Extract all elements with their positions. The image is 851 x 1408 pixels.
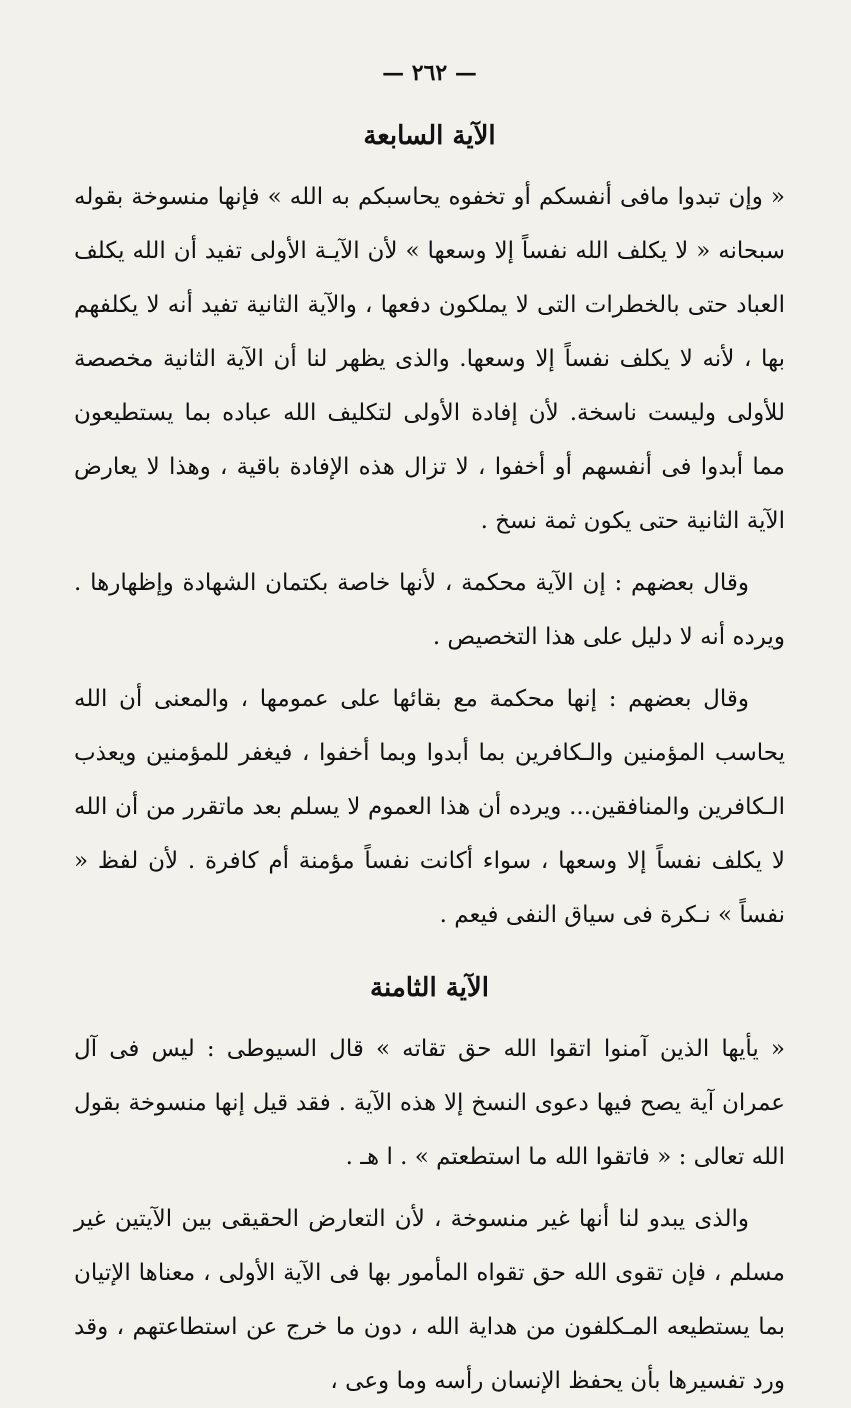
paragraph-seventh-verse-main: « وإن تبدوا مافى أنفسكم أو تخفوه يحاسبكم به الله » فإنها منسوخة بقوله سبحانه « لا يكلف الله نفساً إلا وسعها » لأن الآيـة الأولى تفيد أن الله يكلف العباد حتى بالخطرات التى لا يملكون دفعها ، والآية الثانية تفيد أنه لا يكلفهم بها ، لأنه لا يكلف نفساً إلا وسعها. والذى يظهر لنا أن الآية الثانية مخصصة للأولى وليست ناسخة. لأن إفادة الأولى لتكليف الله عباده بما يستطيعون مما أبدوا فى أنفسهم أو أخفوا ، لا تزال هذه الإفادة باقية ، وهذا لا يعارض الآية الثانية حتى يكون ثمة نسخ . xyxy=(74,184,785,534)
page-number: — ٢٦٢ — xyxy=(382,60,477,86)
paragraph-seventh-verse-opinion-2: وقال بعضهم : إنها محكمة مع بقائها على عمومها ، والمعنى أن الله يحاسب المؤمنين والـكافرين بما أبدوا وبما أخفوا ، فيغفر للمؤمنين ويعذب الـكافرين والمنافقين... ويرده أن هذا العموم لا يسلم بعد ماتقرر من أن الله لا يكلف نفساً إلا وسعها ، سواء أكانت نفساً مؤمنة أم كافرة . لأن لفظ « نفساً » نـكرة فى سياق النفى فيعم . xyxy=(74,686,785,928)
section-heading-eighth-verse: الآية الثامنة xyxy=(370,973,489,1003)
section-heading-seventh-verse: الآية السابعة xyxy=(363,121,496,151)
paragraph-seventh-verse-opinion-1: وقال بعضهم : إن الآية محكمة ، لأنها خاصة بكتمان الشهادة وإظهارها . ويرده أنه لا دليل على هذا التخصيص . xyxy=(74,570,785,650)
paragraph-eighth-verse-commentary: والذى يبدو لنا أنها غير منسوخة ، لأن التعارض الحقيقى بين الآيتين غير مسلم ، فإن تقوى الله حق تقواه المأمور بها فى الآية الأولى ، معناها الإتيان بما يستطيعه المـكلفون من هداية الله ، دون ما خرج عن استطاعتهم ، وقد ورد تفسيرها بأن يحفظ الإنسان رأسه وما وعى ، xyxy=(74,1206,785,1394)
paragraph-eighth-verse-main: « يأيها الذين آمنوا اتقوا الله حق تقاته » قال السيوطى : ليس فى آل عمران آية يصح فيها دعوى النسخ إلا هذه الآية . فقد قيل إنها منسوخة بقول الله تعالى : « فاتقوا الله ما استطعتم » . ا هـ . xyxy=(74,1036,785,1170)
